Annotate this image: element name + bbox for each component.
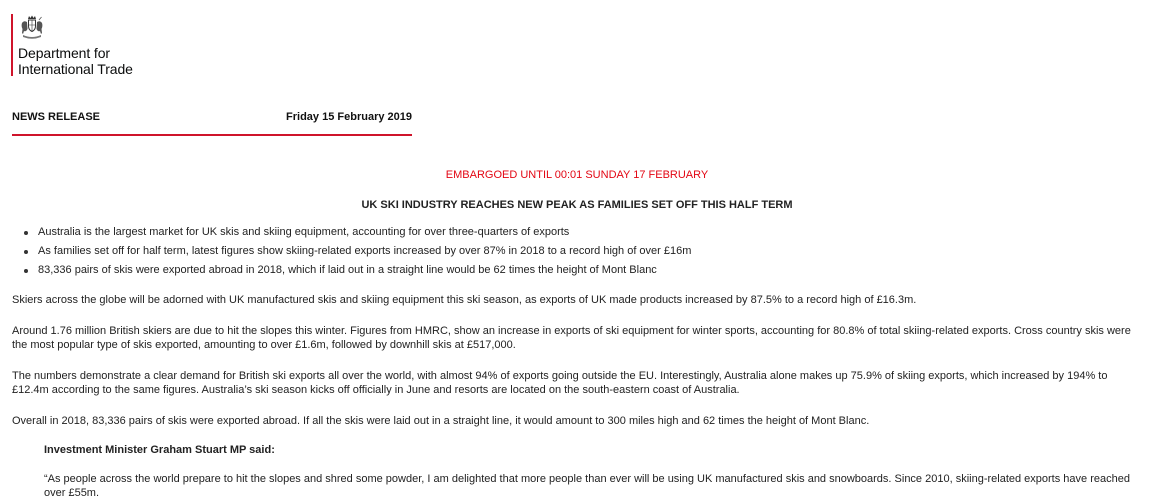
bullet-item: 83,336 pairs of skis were exported abroad in 2018, which if laid out in a straight line would be 62 times the height of Mont Blanc: [22, 261, 691, 280]
release-label: NEWS RELEASE: [12, 111, 101, 123]
body-paragraph: Skiers across the globe will be adorned with UK manufactured skis and skiing equipment this ski season, as exports of UK made products increased by 87.5% to a record high of £16.3m.: [12, 294, 917, 306]
release-bar: [12, 110, 412, 136]
department-name-line-2: International Trade: [18, 61, 133, 77]
department-name-line-1: Department for: [18, 45, 110, 61]
quote-text: “As people across the world prepare to hit the slopes and shred some powder, I am delighted that more people than ever will be using UK manufactured skis and snowboards. Since 2010, skiing-related exports have reached over £55m.: [44, 473, 1130, 499]
dit-logo: [11, 14, 133, 76]
quote-speaker: Investment Minister Graham Stuart MP said:: [44, 444, 275, 456]
summary-bullets: [22, 223, 691, 280]
bullet-item: As families set off for half term, latest figures show skiing-related exports increased by over 87% in 2018 to a record high of over £16m: [22, 242, 691, 261]
release-date: Friday 15 February 2019: [286, 111, 412, 123]
royal-coat-of-arms-icon: [19, 14, 45, 40]
embargo-notice: EMBARGOED UNTIL 00:01 SUNDAY 17 FEBRUARY: [445, 169, 709, 181]
body-paragraph: Around 1.76 million British skiers are due to hit the slopes this winter. Figures from HMRC, show an increase in exports of ski equipment for winter sports, accounting for 80.8% of total skiing-related exports. Cross country skis were the most popular type of skis exported, amounting to over £1.6m, followed by downhill skis at £517,000.: [12, 325, 1131, 351]
body-paragraph: Overall in 2018, 83,336 pairs of skis were exported abroad. If all the skis were laid out in a straight line, it would amount to 300 miles high and 62 times the height of Mont Blanc.: [12, 415, 870, 427]
bullet-item: Australia is the largest market for UK skis and skiing equipment, accounting for over three-quarters of exports: [22, 223, 691, 242]
body-paragraph: The numbers demonstrate a clear demand for British ski exports all over the world, with almost 94% of exports going outside the EU. Interestingly, Australia alone makes up 75.9% of skiing exports, which increased by 194% to £12.4m according to the same figures. Australia’s ski season kicks off officially in June and resorts are located on the south-eastern coast of Australia.: [12, 370, 1108, 396]
headline: UK SKI INDUSTRY REACHES NEW PEAK AS FAMILIES SET OFF THIS HALF TERM: [361, 199, 793, 211]
